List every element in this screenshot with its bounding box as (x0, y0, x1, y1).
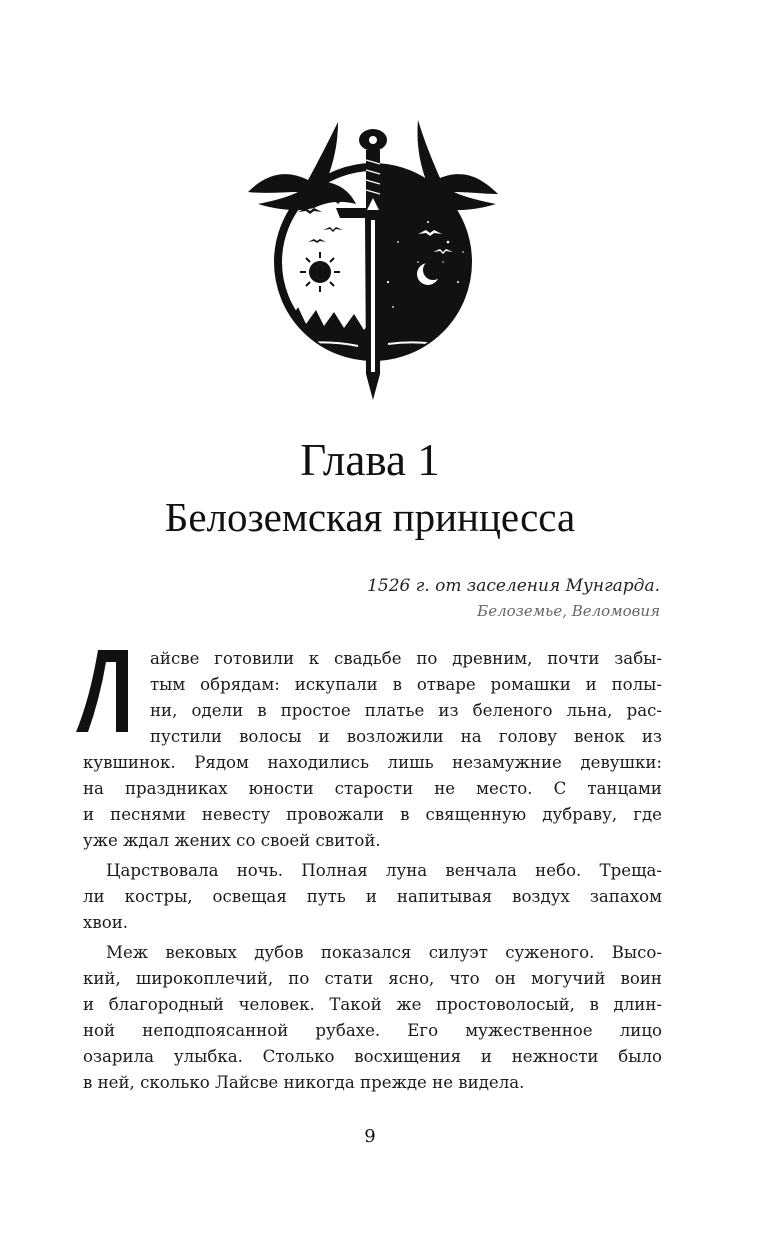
paragraph-3-line-2: кий, широкоплечий, по стати ясно, что он могучий воин (83, 969, 662, 988)
paragraph-2-line-2: ли костры, освещая путь и напитывая воздух запахом (83, 887, 662, 906)
paragraph-1-line-2: тым обрядам: искупали в отваре ромашки и полы- (150, 675, 662, 694)
paragraph-2-line-3: хвои. (83, 913, 129, 932)
paragraph-1-line-1: айсве готовили к свадьбе по древним, почти забы- (150, 649, 662, 668)
paragraph-1-line-7: и песнями невесту провожали в священную дубраву, где (83, 805, 662, 824)
paragraph-3-line-6: в ней, сколько Лайсве никогда прежде не видела. (83, 1073, 525, 1092)
drop-cap-letter (76, 648, 138, 734)
paragraph-1-line-8: уже ждал жених со своей свитой. (83, 831, 381, 850)
paragraph-1-line-4: пустили волосы и возложили на голову венок из (150, 727, 662, 746)
epigraph-date: 1526 г. от заселения Мунгарда. (367, 576, 660, 596)
paragraph-1-line-6: на праздниках юности старости не место. С танцами (83, 779, 662, 798)
paragraph-3-line-1: Меж вековых дубов показался силуэт суженого. Высо- (106, 943, 662, 962)
page-number: 9 (364, 1126, 376, 1147)
paragraph-1-line-3: ни, одели в простое платье из беленого льна, рас- (150, 701, 662, 720)
paragraph-3-line-4: ной неподпоясанной рубахе. Его мужественное лицо (83, 1021, 662, 1040)
chapter-number: Глава 1 (300, 435, 440, 485)
chapter-title: Белоземская принцесса (164, 494, 576, 540)
paragraph-2-line-1: Царствовала ночь. Полная луна венчала небо. Треща- (106, 861, 662, 880)
paragraph-3-line-3: и благородный человек. Такой же простоволосый, в длин- (83, 995, 662, 1014)
paragraph-1-line-5: кувшинок. Рядом находились лишь незамужние девушки: (83, 753, 662, 772)
chapter-emblem (228, 112, 518, 402)
epigraph-place: Белоземье, Веломовия (477, 602, 660, 620)
paragraph-3-line-5: озарила улыбка. Столько восхищения и нежности было (83, 1047, 662, 1066)
